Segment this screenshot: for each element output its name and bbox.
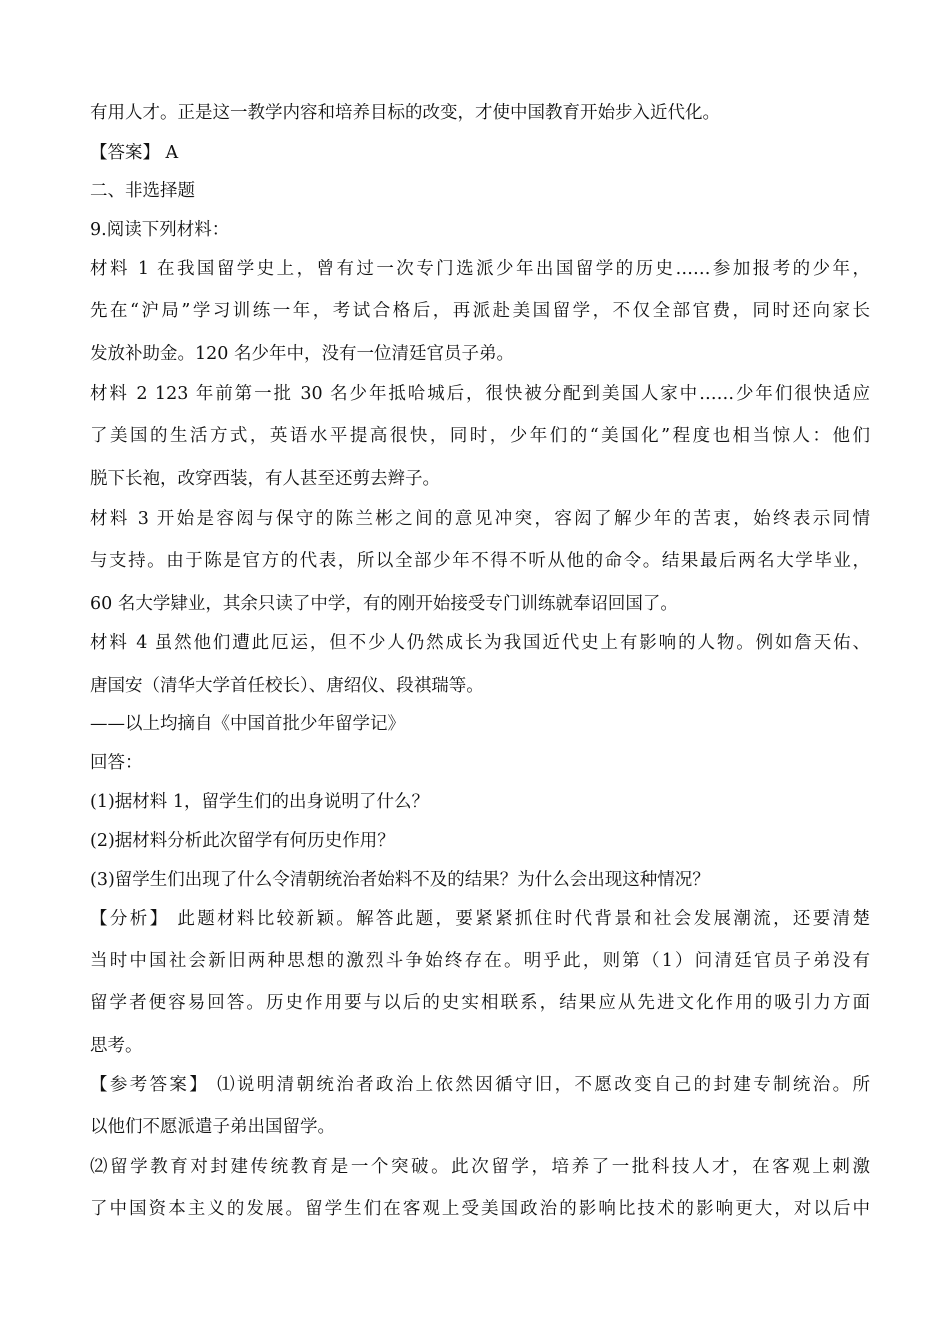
source-citation: ——以上均摘自《中国首批少年留学记》 xyxy=(90,714,405,734)
material-4-line: 唐国安（清华大学首任校长）、唐绍仪、段祺瑞等。 xyxy=(90,676,484,696)
section-heading: 二、非选择题 xyxy=(90,181,195,201)
material-2-line: 了美国的生活方式，英语水平提高很快，同时，少年们的“美国化”程度也相当惊人：他们 xyxy=(90,426,870,446)
material-1-line: 先在“沪局”学习训练一年，考试合格后，再派赴美国留学，不仅全部官费，同时还向家长 xyxy=(90,301,870,321)
reference-answer-line: ⑵留学教育对封建传统教育是一个突破。此次留学，培养了一批科技人才，在客观上刺激 xyxy=(90,1157,870,1177)
analysis-line: 【分析】 此题材料比较新颖。解答此题，要紧紧抓住时代背景和社会发展潮流，还要清楚 xyxy=(90,909,870,929)
question-number: 9.阅读下列材料： xyxy=(90,220,230,240)
analysis-line: 当时中国社会新旧两种思想的激烈斗争始终存在。明乎此，则第（1）问清廷官员子弟没有 xyxy=(90,951,870,971)
answer-prompt: 回答： xyxy=(90,753,143,773)
reference-answer-line: 了中国资本主义的发展。留学生们在客观上受美国政治的影响比技术的影响更大，对以后中 xyxy=(90,1199,870,1219)
sub-question-3: (3)留学生们出现了什么令清朝统治者始料不及的结果？为什么会出现这种情况？ xyxy=(90,870,710,890)
material-4-line: 材料 4 虽然他们遭此厄运，但不少人仍然成长为我国近代史上有影响的人物。例如詹天佑、 xyxy=(90,633,870,653)
sub-question-2: (2)据材料分析此次留学有何历史作用？ xyxy=(90,831,395,851)
material-3-line: 材料 3 开始是容闳与保守的陈兰彬之间的意见冲突，容闳了解少年的苦衷，始终表示同情 xyxy=(90,509,870,529)
reference-answer-line: 以他们不愿派遣子弟出国留学。 xyxy=(90,1117,335,1137)
analysis-line: 留学者便容易回答。历史作用要与以后的史实相联系，结果应从先进文化作用的吸引力方面 xyxy=(90,993,870,1013)
material-2-line: 脱下长袍，改穿西装，有人甚至还剪去辫子。 xyxy=(90,469,440,489)
sub-question-1: (1)据材料 1，留学生们的出身说明了什么？ xyxy=(90,792,429,812)
text-line: 有用人才。正是这一教学内容和培养目标的改变，才使中国教育开始步入近代化。 xyxy=(90,103,720,123)
answer-line: 【答案】 A xyxy=(90,143,179,163)
material-3-line: 60 名大学肄业，其余只读了中学，有的刚开始接受专门训练就奉诏回国了。 xyxy=(90,594,678,614)
material-2-line: 材料 2 123 年前第一批 30 名少年抵哈城后，很快被分配到美国人家中……少年们很快适应 xyxy=(90,384,870,404)
material-3-line: 与支持。由于陈是官方的代表，所以全部少年不得不听从他的命令。结果最后两名大学毕业， xyxy=(90,551,870,571)
material-1-line: 材料 1 在我国留学史上，曾有过一次专门选派少年出国留学的历史……参加报考的少年， xyxy=(90,259,870,279)
analysis-line: 思考。 xyxy=(90,1036,143,1056)
reference-answer-line: 【参考答案】 ⑴说明清朝统治者政治上依然因循守旧，不愿改变自己的封建专制统治。所 xyxy=(90,1075,870,1095)
material-1-line: 发放补助金。120 名少年中，没有一位清廷官员子弟。 xyxy=(90,344,514,364)
